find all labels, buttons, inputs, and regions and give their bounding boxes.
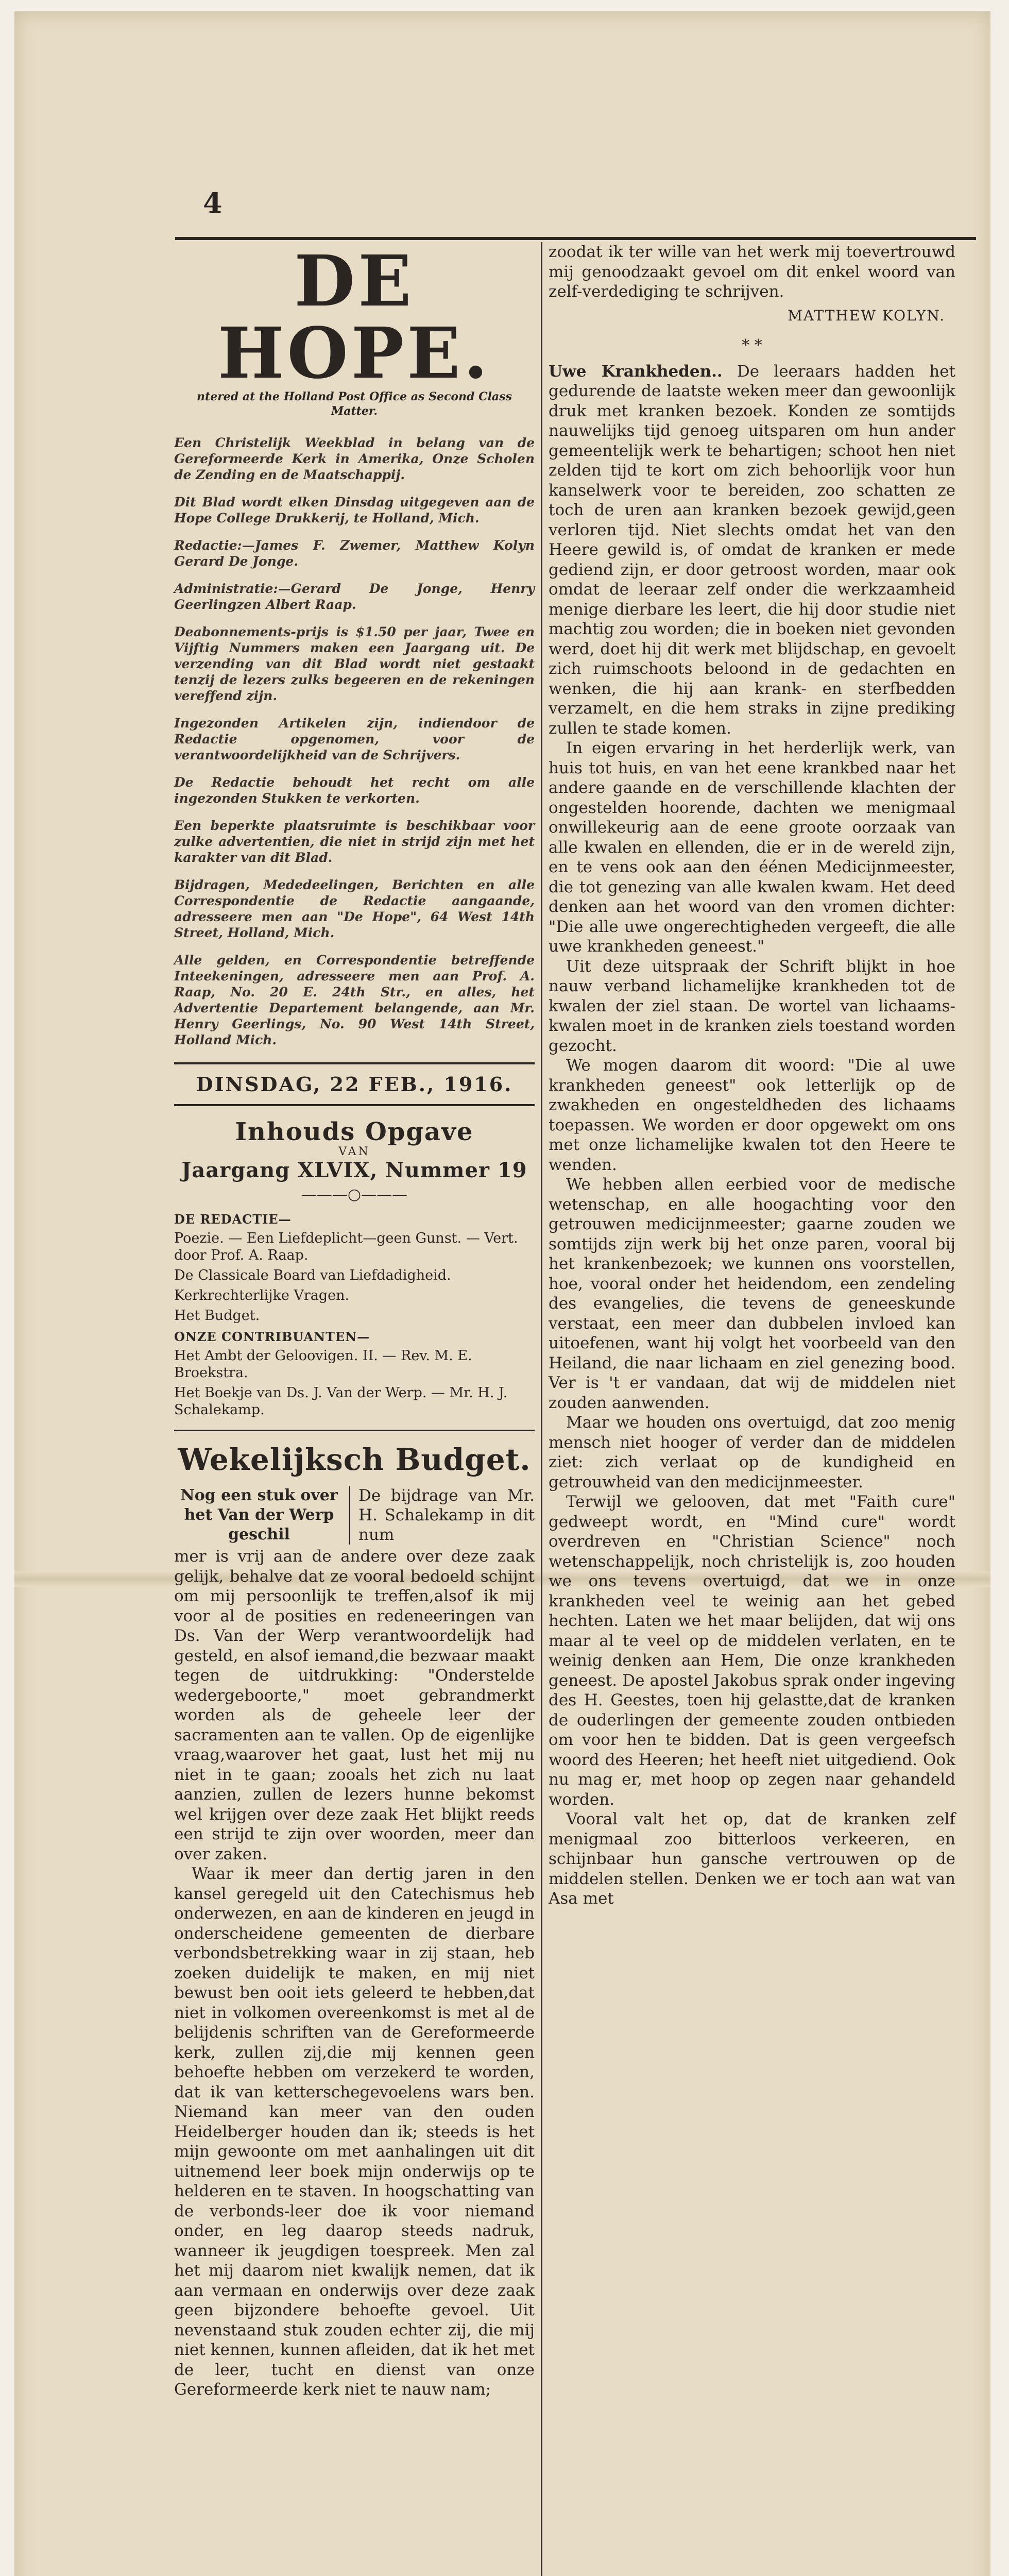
article-paragraph: Vooral valt het op, dat de kranken zelf menigmaal zoo bitterloos verkeeren, en schijnbaar hun gansche vertrouwen op de middelen stellen. Denken we er toch aan wat van Asa met (549, 1810, 955, 1908)
column-divider (541, 242, 542, 2576)
paragraph-text: De leeraars hadden het gedurende de laatste weken meer dan gewoonlijk druk met kranken bezoek. Konden ze somtijds nauwelijks tijd genoeg uitsparen om hun ander gemeentelijk werk te behartigen; schoot hen niet zelden tijd te kort om zich behoorlijk voor hun kanselwerk voor te bereiden, zoo schatten ze toch de uren aan kranken bezoek gewijd,geen verloren tijd. Niet slechts omdat het van den Heere gewild is, of omdat de kranken er mede gediend zijn, er door getroost worden, maar ook omdat de leeraar zelf onder die werkzaamheid menige dierbare les leert, die hij door studie niet machtig zou worden; die in boeken niet gevonden werd, doet hij dit werk met blijdschap, en gevoelt zich ruimschoots beloond in de gedachten en wenken, die hij aan krank- en sterfbedden verzamelt, en die hem straks in zijne prediking zullen te stade komen. (549, 362, 955, 738)
article-signature: MATTHEW KOLYN. (788, 307, 945, 324)
section-title: Wekelijksch Budget. (178, 1442, 531, 1477)
contents-volume: Jaargang XLVIX, Nummer 19 (181, 1158, 527, 1182)
stars-divider: * * (742, 336, 762, 354)
info-paragraph: Deabonnements-prijs is $1.50 per jaar, Twee en Vijftig Nummers maken een Jaargang uit. De verzending van dit Blad wordt niet gestaakt tenzij de lezers zulks begeeren en de rekeningen vereffend zijn. (174, 624, 535, 703)
article-paragraph (549, 362, 955, 739)
masthead-entered-notice: ntered at the Holland Post Office as Second Class Matter. (197, 390, 512, 418)
contents-van: VAN (338, 1145, 370, 1158)
article-paragraph: zoodat ik ter wille van het werk mij toevertrouwd mij genoodzaakt gevoel om dit enkel woord van zelf-verdediging te schrijven. (549, 243, 955, 301)
masthead-title: DE HOPE. (217, 240, 491, 395)
publication-info (174, 435, 535, 1048)
info-paragraph: Administratie:—Gerard De Jonge, Henry Geerlingzen Albert Raap. (174, 581, 535, 612)
section-rule (174, 1430, 535, 1431)
article-paragraph: Uit deze uitspraak der Schrift blijkt in hoe nauw verband lichamelijke krankheden tot de kwalen der ziel staan. De wortel van lichaams-kwalen moet in de kranken ziels toestand worden gezocht. (549, 957, 955, 1055)
info-paragraph: Alle gelden, en Correspondentie betreffende Inteekeningen, adresseere men aan Prof. A. Raap, No. 20 E. 24th Str., en alles, het Advertentie Departement belangende, aan Mr. Henry Geerlings, No. 90 West 14th Street, Holland Mich. (174, 953, 535, 1047)
article-body-right (549, 362, 955, 1909)
article-headline: Nog een stuk over het Van der Werp geschil (174, 1486, 350, 1545)
page-number: 4 (203, 187, 223, 219)
article-paragraph: In eigen ervaring in het herderlijk werk, van huis tot huis, en van het eene krankbed naar het andere gaande en de verschillende klachten der ongestelden hoorende, dachten we menigmaal onwillekeurig aan de eene groote oorzaak van alle kwalen en ellenden, die er in de wereld zijn, en te vens ook aan den éénen Medicijnmeester, die tot genezing van alle kwalen kwam. Het deed denken aan het woord van den vromen dichter: "Die alle uwe ongerechtigheden vergeeft, die alle uwe krankheden geneest." (549, 739, 955, 956)
info-paragraph: Redactie:—James F. Zwemer, Matthew Kolyn Gerard De Jonge. (174, 538, 535, 569)
article-paragraph: Maar we houden ons overtuigd, dat zoo menig mensch niet hooger of verder dan de middelen ziet: zich verlaat op de kundigheid en getrouwheid van den medicijnmeester. (549, 1413, 955, 1492)
contents-item: Het Ambt der Geloovigen. II. — Rev. M. E. Broekstra. (174, 1348, 472, 1381)
article-continuation (549, 242, 955, 302)
issue-date: DINSDAG, 22 FEB., 1916. (174, 1062, 535, 1106)
info-paragraph: De Redactie behoudt het recht om alle ingezonden Stukken te verkorten. (174, 775, 535, 806)
contents-item: Het Budget. (174, 1308, 260, 1324)
contents-item: De Classicale Board van Liefdadigheid. (174, 1267, 451, 1283)
contents-title: Inhouds Opgave (235, 1117, 474, 1146)
article-head (174, 1486, 535, 1545)
article-lead: De bijdrage van Mr. H. Schalekamp in dit num (358, 1486, 535, 1544)
contents-item: Poezie. — Een Liefdeplicht—geen Gunst. — Vert. door Prof. A. Raap. (174, 1230, 518, 1263)
article-paragraph: Waar ik meer dan dertig jaren in den kansel geregeld uit den Catechismus heb onderwezen, en aan de kinderen en jeugd in onderscheidene gemeenten de dierbare verbondsbetrekking waar in zij staan, heb zoeken duidelijk te maken, en mij niet bewust ben ooit iets geleerd te hebben,dat niet in volkomen overeenkomst is met al de belijdenis schriften van de Gereformeerde kerk, zullen zij,die mij kennen geen behoefte hebben om verzekerd te worden, dat ik van ketterschegevoelens wars ben. Niemand kan meer van den ouden Heidelberger houden dan ik; steeds is het mijn gewoonte om met aanhalingen uit dit uitnemend leer boek mijn onderwijs op te helderen en te staven. In hoogschatting van de verbonds-leer doe ik voor niemand onder, en leg daarop steeds nadruk, wanneer ik jeugdigen toespreek. Men zal het mij daarom niet kwalijk nemen, dat ik aan vermaan en onderwijs over deze zaak geen bijzondere behoefte gevoel. Uit nevenstaand stuk zouden echter zij, die mij niet kennen, kunnen afleiden, dat ik het met de leer, tucht en dienst van onze Gereformeerde kerk niet te nauw nam; (174, 1865, 535, 2399)
info-paragraph: Bijdragen, Mededeelingen, Berichten en alle Correspondentie de Redactie aangaande, adresseere men aan "De Hope", 64 West 14th Street, Holland, Mich. (174, 877, 535, 940)
article-body-left (174, 1547, 535, 2400)
info-paragraph: Een Christelijk Weekblad in belang van de Gereformeerde Kerk in Amerika, Onze Scholen de Zending en de Maatschappij. (174, 435, 535, 482)
contents-item: Het Boekje van Ds. J. Van der Werp. — Mr. H. J. Schalekamp. (174, 1385, 508, 1418)
article-paragraph: We hebben allen eerbied voor de medische wetenschap, en alle hoogachting voor den getrouwen medicijnmeester; gaarne zouden we somtijds zijn werk bij het onze paren, vooral bij het krankenbezoek; we kunnen ons voorstellen, hoe, vooral onder het heidendom, een zendeling des evangelies, die tevens de geneeskunde verstaat, een meer dan dubbelen invloed kan uitoefenen, want hij volgt het voorbeeld van den Heiland, die naar lichaam en ziel genezing bood. Ver is 't er vandaan, dat wij de middelen niet zouden aanwenden. (549, 1175, 955, 1412)
right-column (549, 242, 955, 1909)
article-paragraph: mer is vrij aan de andere over deze zaak gelijk, behalve dat ze vooral bedoeld schijnt om mij persoonlijk te treffen,alsof ik mij voor al de posities en redeneeringen van Ds. Van der Werp verantwoordelijk had gesteld, en alsof iemand,die bezwaar maakt tegen de uitdrukking: "Onderstelde wedergeboorte," moet gebrandmerkt worden als de geheele leer der sacramenten aan te vallen. Op de eigenlijke vraag,waarover het gaat, lust het mij nu niet in te gaan; zooals het zich nu laat aanzien, zullen de lezers hunne bekomst wel krijgen over deze zaak Het blijkt reeds een strijd te zijn over woorden, meer dan over zaken. (174, 1547, 535, 1863)
left-column (174, 242, 535, 2400)
run-in-heading: Uwe Krankheden.. (549, 362, 723, 381)
info-paragraph: Ingezonden Artikelen zijn, indiendoor de Redactie opgenomen, voor de verantwoordelijkheid van de Schrijvers. (174, 716, 535, 762)
info-paragraph: Dit Blad wordt elken Dinsdag uitgegeven aan de Hope College Drukkerij, te Holland, Mich. (174, 495, 535, 526)
contents-section-heading: DE REDACTIE— (174, 1212, 292, 1227)
contents-item: Kerkrechterlijke Vragen. (174, 1287, 350, 1303)
article-paragraph: We mogen daarom dit woord: "Die al uwe krankheden geneest" ook letterlijk op de zwakheden en ongesteldheden des lichaams toepassen. We worden er door opgewekt om ons met onze lichamelijke kwalen tot den Heere te wenden. (549, 1056, 955, 1174)
article-paragraph: Terwijl we gelooven, dat met "Faith cure" gedweept wordt, en "Mind cure" wordt overdreven en "Christian Science" noch wetenschappelijk, noch christelijk is, zoo houden we ons tevens overtuigd, dat we in onze krankheden veel te weinig aan het gebed hechten. Laten we het maar belijden, dat wij ons maar al te veel op de middelen verlaten, en te weinig denken aan Hem, Die onze krankheden geneest. De apostel Jakobus sprak onder ingeving des H. Geestes, toen hij gelastte,dat de kranken de ouderlingen der gemeente zouden ontbieden om voor hen te bidden. Dat is geen vergeefsch woord des Heeren; het heeft niet uitgediend. Ook nu mag er, met hoop op zegen naar gehandeld worden. (549, 1493, 955, 1809)
contents-section-heading: ONZE CONTRIBUANTEN— (174, 1329, 370, 1344)
info-paragraph: Een beperkte plaatsruimte is beschikbaar voor zulke advertentien, die niet in strijd zijn met het karakter van dit Blad. (174, 818, 535, 865)
ornament-divider: ———○——— (301, 1185, 408, 1204)
